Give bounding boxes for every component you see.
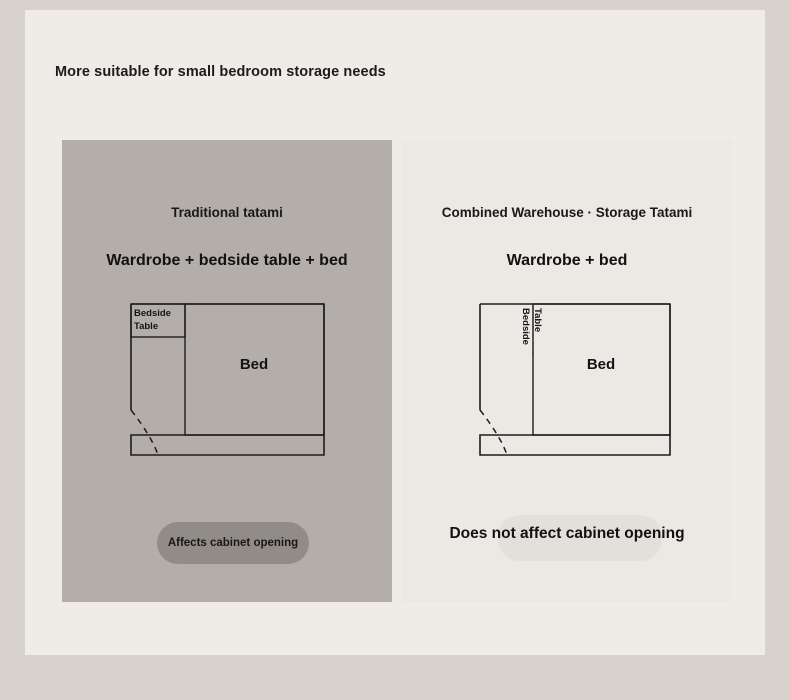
bedside-table-label-line1: Bedside [520, 308, 531, 345]
panel-heading-combined: Combined Warehouse · Storage Tatami [441, 205, 693, 220]
panel-traditional-tatami [62, 140, 392, 602]
panel-subheading-traditional: Wardrobe + bedside table + bed [106, 252, 348, 269]
bedside-table-label-line2: Table [134, 321, 159, 332]
floorplan-traditional [62, 290, 392, 490]
floorplan-combined [402, 290, 732, 490]
page-title: More suitable for small bedroom storage needs [55, 64, 386, 80]
bed-label: Bed [586, 356, 616, 373]
status-badge-affects-cabinet [157, 522, 309, 564]
panel-subheading-combined: Wardrobe + bed [506, 252, 628, 269]
panel-heading-traditional: Traditional tatami [171, 205, 283, 220]
bedside-table-label-line1: Bedside [134, 308, 171, 319]
bed-label: Bed [239, 356, 269, 373]
bedside-table-label-line2: Table [532, 308, 543, 333]
status-badge-label: Affects cabinet opening [167, 537, 299, 549]
status-badge-no-effect-label: Does not affect cabinet opening [449, 525, 685, 542]
